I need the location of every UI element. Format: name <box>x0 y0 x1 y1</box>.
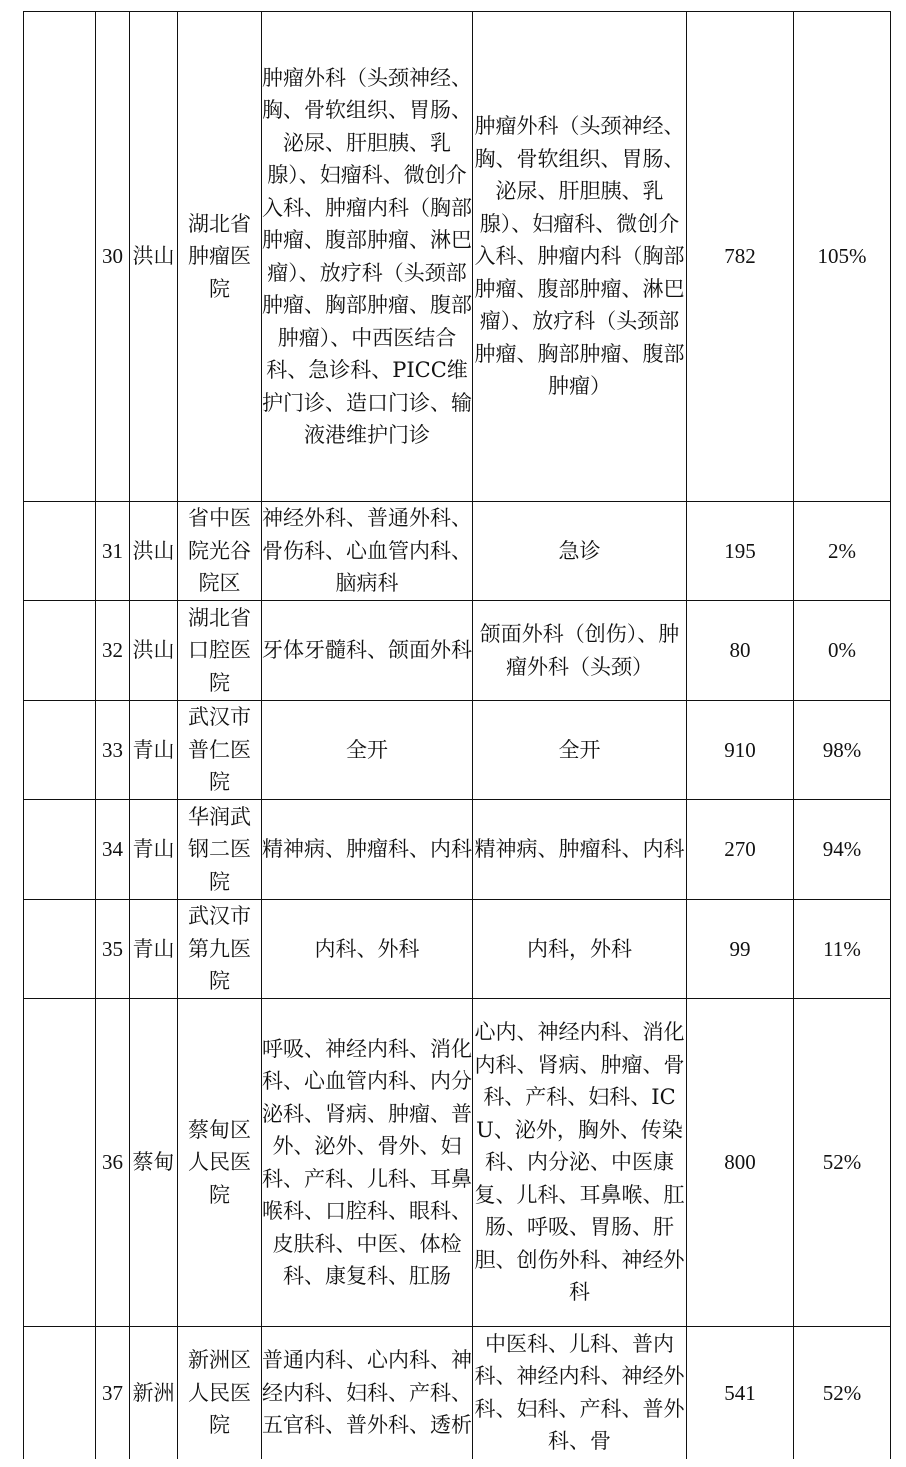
occupancy-rate: 11% <box>794 900 891 999</box>
occupancy-rate: 2% <box>794 502 891 601</box>
blank-cell <box>24 601 96 701</box>
inpatient-departments: 心内、神经内科、消化内科、肾病、肿瘤、骨科、产科、妇科、ICU、泌外，胸外、传染科、内分泌、中医康复、儿科、耳鼻喉、肛肠、呼吸、胃肠、肝胆、创伤外科、神经外科 <box>473 999 687 1327</box>
occupancy-rate: 52% <box>794 999 891 1327</box>
blank-cell <box>24 800 96 900</box>
hospital-name: 蔡甸区人民医院 <box>178 999 262 1327</box>
bed-count: 99 <box>687 900 794 999</box>
blank-cell <box>24 999 96 1327</box>
hospital-table <box>23 11 891 1459</box>
table-row <box>24 800 891 900</box>
district-cell: 新洲 <box>130 1327 178 1459</box>
row-number: 33 <box>96 701 130 800</box>
blank-cell <box>24 900 96 999</box>
hospital-name: 武汉市第九医院 <box>178 900 262 999</box>
outpatient-departments: 内科、外科 <box>262 900 473 999</box>
row-number: 30 <box>96 12 130 502</box>
occupancy-rate: 105% <box>794 12 891 502</box>
bed-count: 80 <box>687 601 794 701</box>
blank-cell <box>24 1327 96 1459</box>
occupancy-rate: 94% <box>794 800 891 900</box>
blank-cell <box>24 12 96 502</box>
row-number: 37 <box>96 1327 130 1459</box>
district-cell: 洪山 <box>130 601 178 701</box>
occupancy-rate: 52% <box>794 1327 891 1459</box>
district-cell: 青山 <box>130 900 178 999</box>
outpatient-departments: 精神病、肿瘤科、内科 <box>262 800 473 900</box>
bed-count: 195 <box>687 502 794 601</box>
row-number: 31 <box>96 502 130 601</box>
bed-count: 541 <box>687 1327 794 1459</box>
hospital-name: 省中医院光谷院区 <box>178 502 262 601</box>
outpatient-departments: 肿瘤外科（头颈神经、胸、骨软组织、胃肠、泌尿、肝胆胰、乳腺）、妇瘤科、微创介入科、肿瘤内科（胸部肿瘤、腹部肿瘤、淋巴瘤）、放疗科（头颈部肿瘤、胸部肿瘤、腹部肿瘤）、中西医结合科、急诊科、PICC维护门诊、造口门诊、输液港维护门诊 <box>262 12 473 502</box>
bed-count: 800 <box>687 999 794 1327</box>
occupancy-rate: 98% <box>794 701 891 800</box>
district-cell: 洪山 <box>130 12 178 502</box>
outpatient-departments: 全开 <box>262 701 473 800</box>
table-row <box>24 502 891 601</box>
occupancy-rate: 0% <box>794 601 891 701</box>
district-cell: 青山 <box>130 701 178 800</box>
table-row <box>24 12 891 502</box>
row-number: 35 <box>96 900 130 999</box>
district-cell: 青山 <box>130 800 178 900</box>
row-number: 34 <box>96 800 130 900</box>
outpatient-departments: 牙体牙髓科、颌面外科 <box>262 601 473 701</box>
bed-count: 270 <box>687 800 794 900</box>
inpatient-departments: 肿瘤外科（头颈神经、胸、骨软组织、胃肠、泌尿、肝胆胰、乳腺）、妇瘤科、微创介入科、肿瘤内科（胸部肿瘤、腹部肿瘤、淋巴瘤）、放疗科（头颈部肿瘤、胸部肿瘤、腹部肿瘤） <box>473 12 687 502</box>
bed-count: 782 <box>687 12 794 502</box>
outpatient-departments: 普通内科、心内科、神经内科、妇科、产科、五官科、普外科、透析 <box>262 1327 473 1459</box>
outpatient-departments: 神经外科、普通外科、骨伤科、心血管内科、脑病科 <box>262 502 473 601</box>
hospital-name: 华润武钢二医院 <box>178 800 262 900</box>
outpatient-departments: 呼吸、神经内科、消化科、心血管内科、内分泌科、肾病、肿瘤、普外、泌外、骨外、妇科、产科、儿科、耳鼻喉科、口腔科、眼科、皮肤科、中医、体检科、康复科、肛肠 <box>262 999 473 1327</box>
table-row <box>24 900 891 999</box>
inpatient-departments: 颌面外科（创伤）、肿瘤外科（头颈） <box>473 601 687 701</box>
row-number: 36 <box>96 999 130 1327</box>
blank-cell <box>24 502 96 601</box>
hospital-name: 湖北省肿瘤医院 <box>178 12 262 502</box>
inpatient-departments: 急诊 <box>473 502 687 601</box>
inpatient-departments: 内科，外科 <box>473 900 687 999</box>
district-cell: 蔡甸 <box>130 999 178 1327</box>
table-row <box>24 601 891 701</box>
inpatient-departments: 精神病、肿瘤科、内科 <box>473 800 687 900</box>
hospital-name: 武汉市普仁医院 <box>178 701 262 800</box>
row-number: 32 <box>96 601 130 701</box>
district-cell: 洪山 <box>130 502 178 601</box>
hospital-name: 新洲区人民医院 <box>178 1327 262 1459</box>
table-row <box>24 701 891 800</box>
bed-count: 910 <box>687 701 794 800</box>
table-row <box>24 999 891 1327</box>
inpatient-departments: 中医科、儿科、普内科、神经内科、神经外科、妇科、产科、普外科、骨 <box>473 1327 687 1459</box>
hospital-name: 湖北省口腔医院 <box>178 601 262 701</box>
inpatient-departments: 全开 <box>473 701 687 800</box>
blank-cell <box>24 701 96 800</box>
table-row <box>24 1327 891 1459</box>
